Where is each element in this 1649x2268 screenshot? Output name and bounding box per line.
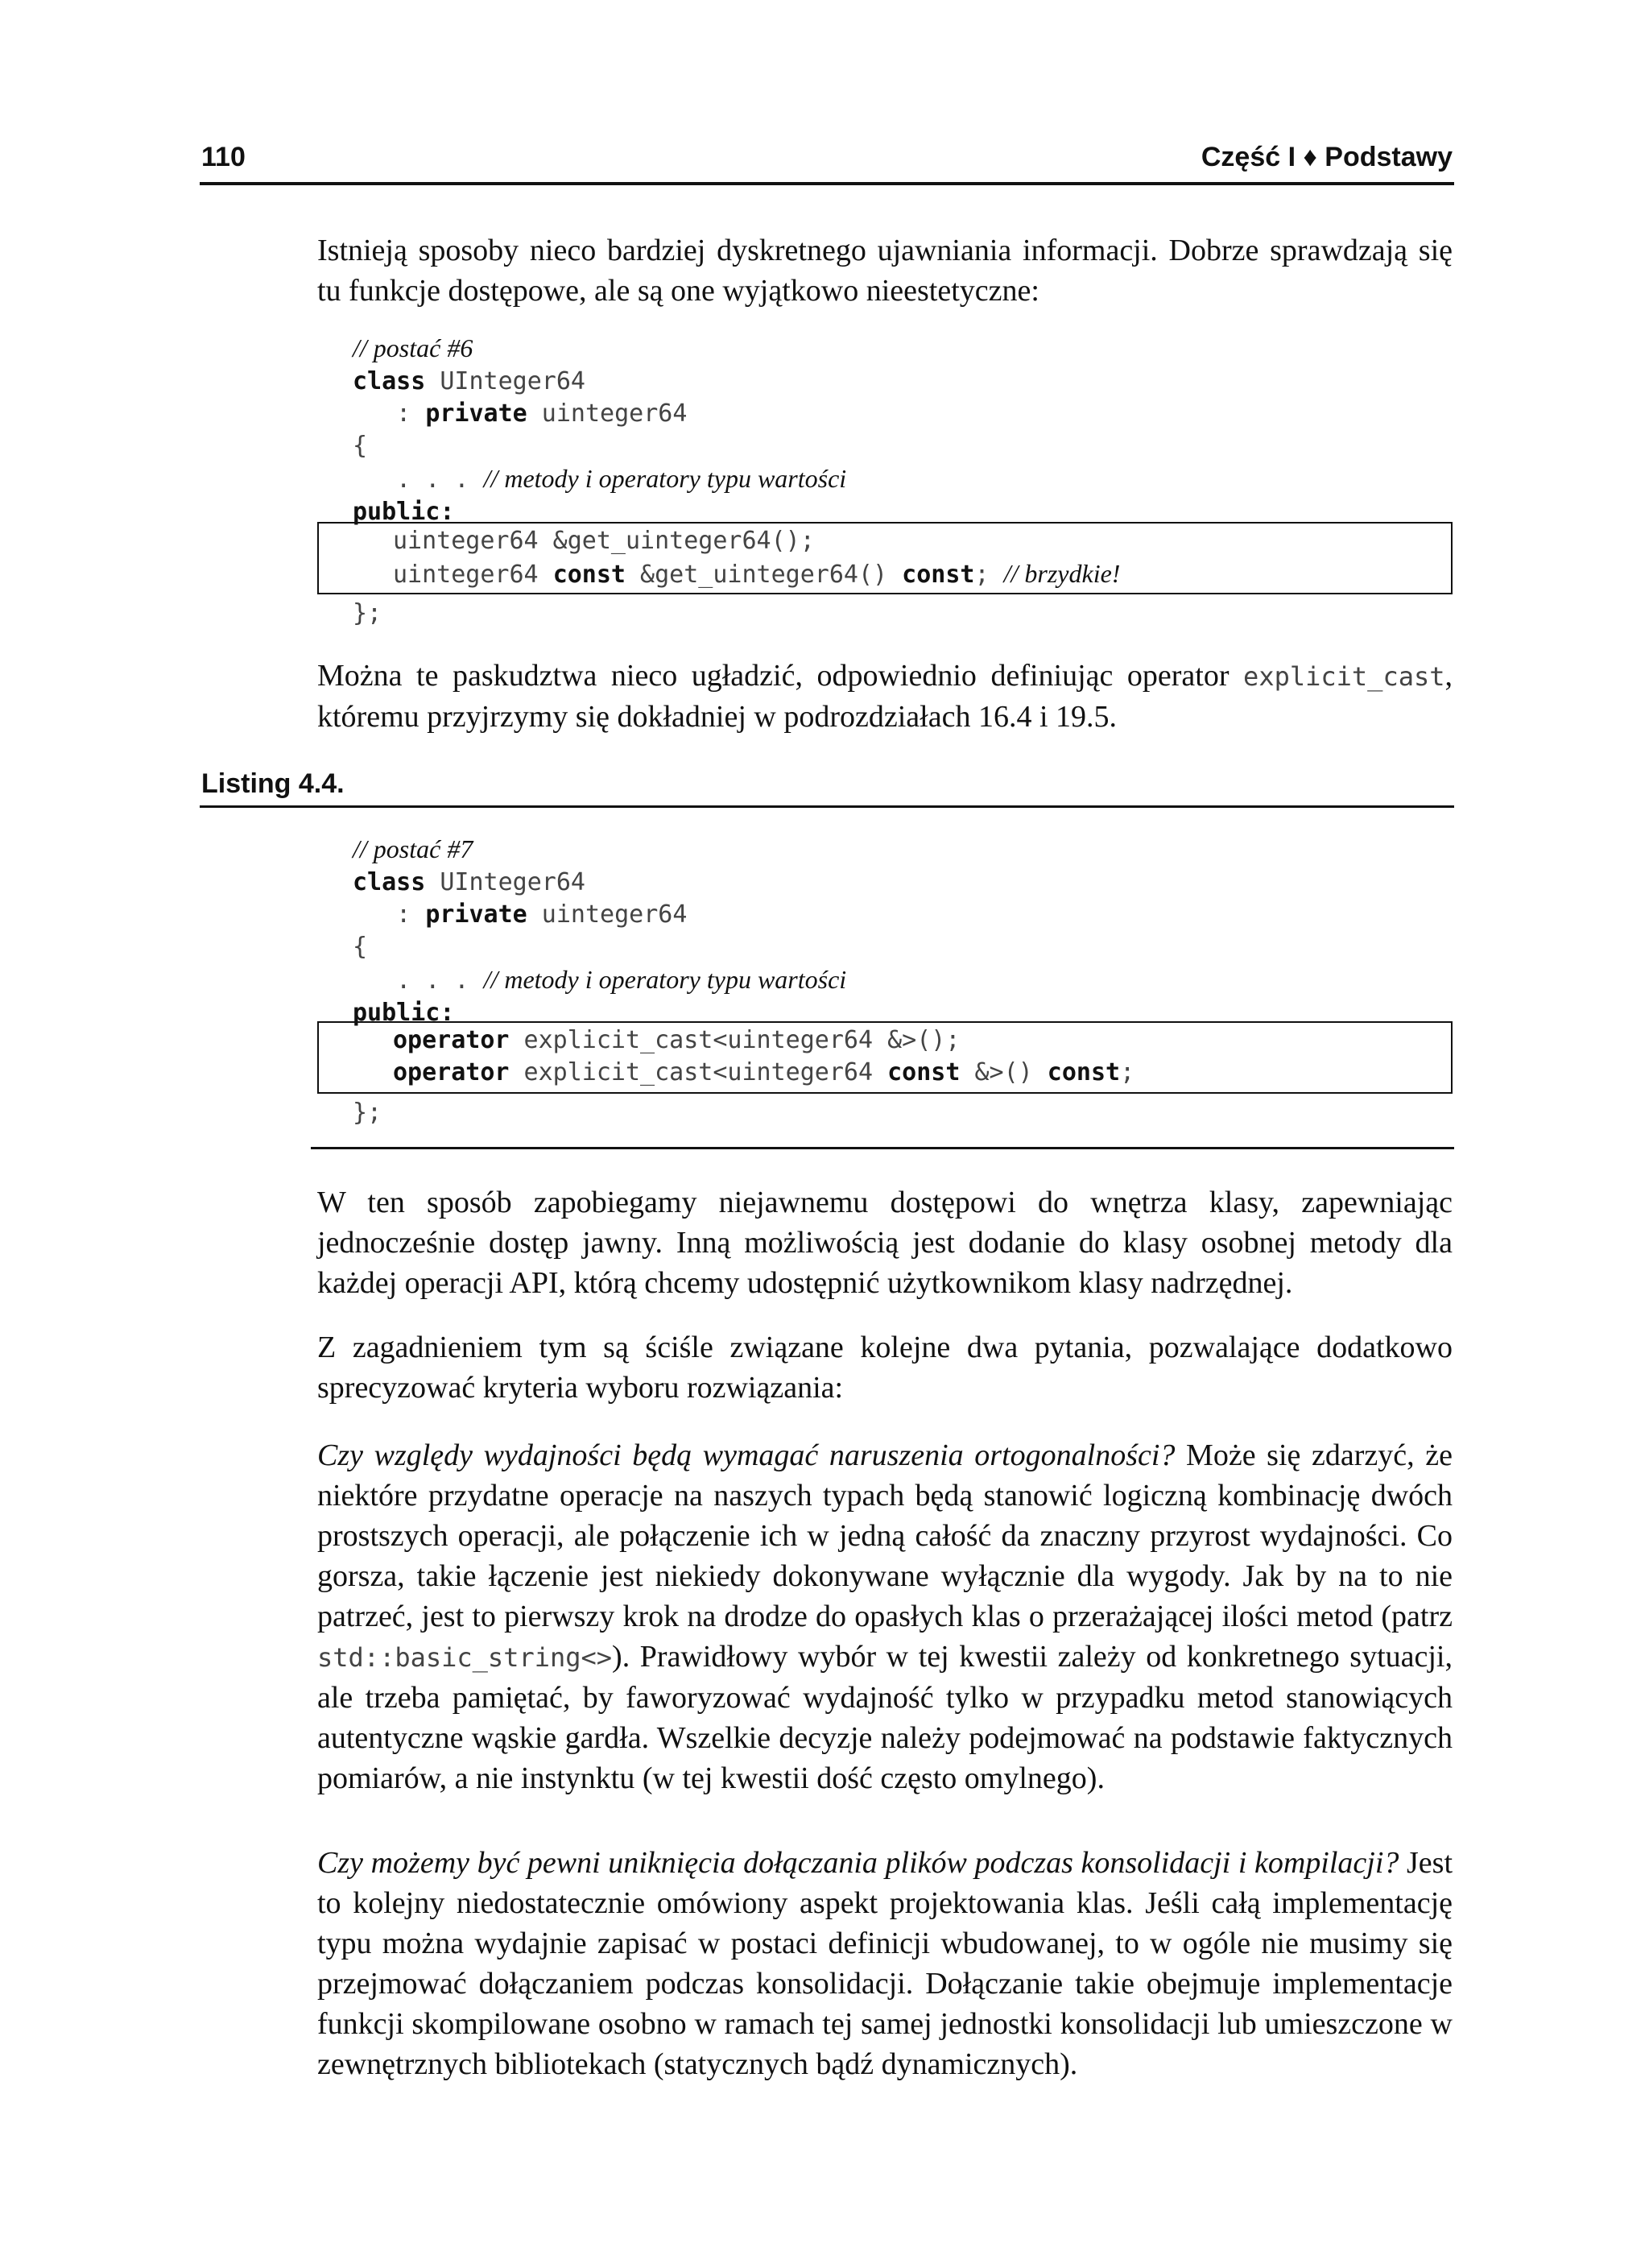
code-block-6 bbox=[353, 332, 846, 528]
code-text: uinteger64 bbox=[527, 900, 688, 929]
code-text: &get_uinteger64() bbox=[626, 561, 903, 589]
code-text: . . . bbox=[353, 466, 484, 494]
code-text: explicit_cast<uinteger64 &>(); bbox=[509, 1026, 961, 1054]
code-text: uinteger64 bbox=[393, 561, 553, 589]
code-keyword: const bbox=[887, 1058, 961, 1086]
code-text: UInteger64 bbox=[425, 868, 585, 896]
paragraph-text: ). Prawidłowy wybór w tej kwestii zależy od konkretnego sytuacji, ale trzeba pamiętać, by faworyzować wydajność tylko w przypadku metod stanowiących autentyczne wąskie gardła. Wszelkie decyzje należy podejmować na podstawie faktycznych pomiarów, a nie instynktu (w tej kwestii dość często omylnego). bbox=[317, 1640, 1453, 1795]
code-block-6-end bbox=[353, 598, 382, 630]
code-text: uinteger64 &get_uinteger64(); bbox=[393, 527, 815, 555]
code-keyword: const bbox=[902, 561, 975, 589]
code-text: . . . bbox=[353, 966, 484, 995]
paragraph-question: Czy względy wydajności będą wymagać naruszenia ortogonalności? bbox=[317, 1438, 1176, 1472]
code-keyword: const bbox=[552, 561, 626, 589]
code-text: explicit_cast<uinteger64 bbox=[509, 1058, 888, 1086]
listing-bottom-rule bbox=[311, 1147, 1454, 1149]
code-keyword: private bbox=[425, 399, 527, 428]
inline-code: std::basic_string<> bbox=[317, 1642, 613, 1673]
code-comment: // brzydkie! bbox=[1003, 559, 1121, 588]
code-comment: // postać #7 bbox=[353, 834, 473, 863]
page-number: 110 bbox=[201, 142, 246, 172]
listing-label: Listing 4.4. bbox=[201, 768, 345, 799]
code-text: }; bbox=[353, 1099, 382, 1127]
code-box-lines-7 bbox=[393, 1024, 1134, 1089]
paragraph-4 bbox=[317, 1843, 1453, 2084]
code-keyword: const bbox=[1047, 1058, 1121, 1086]
intro-paragraph: Istnieją sposoby nieco bardziej dyskretnego ujawniania informacji. Dobrze sprawdzają się tu funkcje dostępowe, ale są one wyjątkowo nieestetyczne: bbox=[317, 234, 1453, 308]
code-highlight-box-7 bbox=[317, 1021, 1453, 1094]
code-text: uinteger64 bbox=[527, 399, 688, 428]
code-text: &>() bbox=[960, 1058, 1048, 1086]
code-text: : bbox=[353, 900, 426, 929]
paragraph-text: Może się zdarzyć, że niektóre przydatne operacje na naszych typach będą stanowić logiczną kombinację dwóch prostszych operacji, ale połączenie ich w jedną całość da znaczny przyrost wydajności. Co gorsza, takie łączenie jest niekiedy dokonywane wyłącznie dla wygody. Jak by na to nie patrzeć, jest to pierwszy krok na drodze do opasłych klas o przerażającej ilości metod (patrz bbox=[317, 1438, 1453, 1633]
paragraph-question: Czy możemy być pewni uniknięcia dołączania plików podczas konsolidacji i kompilacji? bbox=[317, 1846, 1399, 1880]
paragraph-1: W ten sposób zapobiegamy niejawnemu dostępowi do wnętrza klasy, zapewniając jednocześnie dostęp jawny. Inną możliwością jest dodanie do klasy osobnej metody dla każdej operacji API, którą chcemy udostępnić użytkownikom klasy nadrzędnej. bbox=[317, 1186, 1453, 1300]
code-text: UInteger64 bbox=[425, 367, 585, 395]
header-rule bbox=[200, 182, 1454, 185]
listing-top-rule bbox=[200, 805, 1454, 808]
code-text: ; bbox=[1120, 1058, 1135, 1086]
code-text: { bbox=[353, 933, 368, 961]
code-block-7-end bbox=[353, 1097, 382, 1129]
paragraph-3 bbox=[317, 1435, 1453, 1798]
code-keyword: public: bbox=[353, 999, 455, 1027]
code-keyword: class bbox=[353, 868, 426, 896]
paragraph-text: Można te paskudztwa nieco ugładzić, odpowiednio definiując operator bbox=[317, 659, 1244, 693]
code-text: ; bbox=[974, 561, 1004, 589]
code-keyword: public: bbox=[353, 498, 455, 526]
section-title: Część I ♦ Podstawy bbox=[1201, 142, 1453, 172]
code-highlight-box-6 bbox=[317, 522, 1453, 594]
code-text: }; bbox=[353, 599, 382, 627]
paragraph-text: , któremu przyjrzymy się dokładniej w podrozdziałach 16.4 i 19.5. bbox=[317, 659, 1453, 734]
code-keyword: private bbox=[425, 900, 527, 929]
code-keyword: operator bbox=[393, 1026, 510, 1054]
code-keyword: operator bbox=[393, 1058, 510, 1086]
code-box-lines-6 bbox=[393, 525, 1120, 591]
paragraph-2: Z zagadnieniem tym są ściśle związane kolejne dwa pytania, pozwalające dodatkowo sprecyzować kryteria wyboru rozwiązania: bbox=[317, 1331, 1453, 1405]
inline-code: explicit_cast bbox=[1243, 661, 1445, 692]
code-text: { bbox=[353, 432, 368, 460]
code-comment: // metody i operatory typu wartości bbox=[483, 965, 847, 994]
code-text: : bbox=[353, 399, 426, 428]
code-comment: // postać #6 bbox=[353, 333, 473, 362]
code-comment: // metody i operatory typu wartości bbox=[483, 464, 847, 493]
middle-paragraph bbox=[317, 656, 1453, 737]
code-block-7 bbox=[353, 833, 846, 1029]
paragraph-text: Jest to kolejny niedostatecznie omówiony aspekt projektowania klas. Jeśli całą implementację typu można wydajnie zapisać w postaci definicji wbudowanej, to w ogóle nie musimy się przejmować dołączaniem podczas konsolidacji. Dołączanie takie obejmuje implementacje funkcji skompilowane osobno w ramach tej samej jednostki konsolidacji lub umieszczone w zewnętrznych bibliotekach (statycznych bądź dynamicznych). bbox=[317, 1846, 1453, 2081]
code-keyword: class bbox=[353, 367, 426, 395]
